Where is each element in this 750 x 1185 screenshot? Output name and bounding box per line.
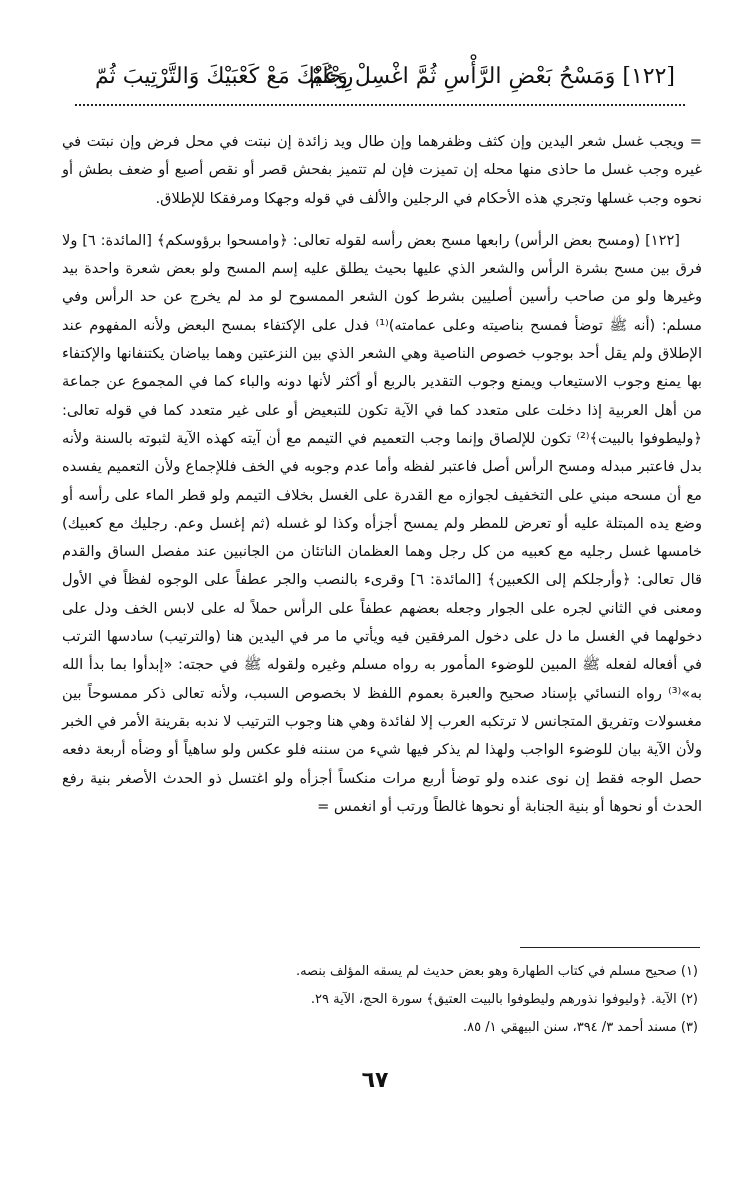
footnote-separator: [520, 947, 700, 948]
footnote-2: (٢) الآية. ﴿وليوفوا نذورهم وليطوفوا بالبيت العتيق﴾ سورة الحج، الآية ٢٩.: [310, 992, 698, 1007]
commentary-body: [62, 128, 702, 821]
verse-right-hemistich: [١٢٢] وَمَسْحُ بَعْضِ الرَّأْسِ ثُمَّ اغْسِلْ وَعُمْ: [309, 64, 675, 89]
page-number: ٦٧: [361, 1068, 389, 1093]
footnote-3: (٣) مسند أحمد ٣/ ٣٩٤، سنن البيهقي ١/ ٨٥.: [462, 1020, 698, 1035]
dotted-divider: [75, 104, 685, 114]
paragraph-continuation: = ويجب غسل شعر اليدين وإن كثف وظفرهما وإن طال ويد زائدة إن نبتت في محل فرض وإن نبتت في غيره وجب غسل ما حاذى منها محله إن تميزت فإن لم تتميز بفحش قصر أو نقص أصبع أو ضعف بطش أو نحوه وجب غسلها وتجري هذه الأحكام في الرجلين والألف في قوله وجهكا ومرفقكا للإطلاق.: [62, 133, 702, 207]
footnote-1: (١) صحيح مسلم في كتاب الطهارة وهو بعض حديث لم يسقه المؤلف بنصه.: [295, 964, 698, 979]
paragraph-verse-122: [١٢٢] (ومسح بعض الرأس) رابعها مسح بعض رأسه لقوله تعالى: ﴿وامسحوا برؤوسكم﴾ [المائدة: ٦] ولا فرق بين مسح بشرة الرأس والشعر الذي عليها بحيث يطلق عليه إسم المسح ولو بعض شعرة واحدة بيد وغيرها ولو من صاحب رأسين أصليين بشرط كون الشعر الممسوح لو مد لم يخرج عن حد الرأس وفي مسلم: (أنه ﷺ توضأ فمسح بناصيته وعلى عمامته)⁽¹⁾ فدل على الإكتفاء بمسح البعض ولأنه المفهوم عند الإطلاق ولم يقل أحد بوجوب خصوص الناصية وهي الشعر الذي بين النزعتين وهما بياضان يكتنفانها والإكتفاء بها يمنع وجوب الاستيعاب ويمنع وجوب التقدير بالربع أو أكثر لأنها دونه والباء كما في المجموع عن جماعة من أهل العربية إذا دخلت على متعدد كما في الآية تكون للتبعيض أو على غير متعدد كما في قوله تعالى: ﴿وليطوفوا بالبيت﴾⁽²⁾ تكون للإلصاق وإنما وجب التعميم في التيمم مع أن آيته كهذه الآية لثبوته بالسنة ولأنه بدل فاعتبر مبدله ومسح الرأس أصل فاعتبر لفظه وأما عدم وجوبه في الخف فللإجماع ولأن التعميم يفسده مع أن مسحه مبني على التخفيف لجوازه مع القدرة على الغسل بخلاف التيمم ولو قطر الماء على رأسه أو وضع يده المبتلة عليه أو تعرض للمطر ولم يمسح أجزأه وكذا لو غسله (ثم إغسل وعم. رجليك مع كعبيك) خامسها غسل رجليه مع كعبيه من كل رجل وهما العظمان الناتئان من الجانبين عند مفصل الساق والقدم قال تعالى: ﴿وأرجلكم إلى الكعبين﴾ [المائدة: ٦] وقرىء بالنصب والجر عطفاً على الوجوه لفظاً في الأول ومعنى في الثاني لجره على الجوار وجعله بعضهم عطفاً على الرأس حملاً له على لابس الخف ودل على دخولهما في الغسل ما دل على دخول المرفقين فيه ويأتي ما مر في اليدين هنا (والترتيب) سادسها الترتب في أفعاله لفعله ﷺ المبين للوضوء المأمور به رواه مسلم وغيره ولقوله ﷺ في حجته: «إبدأوا بما بدأ الله به»⁽³⁾ رواه النسائي بإسناد صحيح والعبرة بعموم اللفظ لا بخصوص السبب، ولأنه تعالى ذكر ممسوحاً بين مغسولات وتفريق المتجانس لا ترتكبه العرب إلا لفائدة وهي هنا وجوب الترتيب لا ندبه بقرينة الأمر في الخبر ولأن الآية بيان للوضوء الواجب ولهذا لم يذكر فيها شيء من سننه فلو عكس ولو ساهياً أو وضأه أربعة دفعه حصل الوجه فقط إن نوى عنده ولو توضأ أربع مرات منكساً أجزأه ولو اغتسل ذو الحدث الأصغر بنية رفع الحدث أو نحوها أو بنية الجنابة أو نحوها غالطاً ورتب أو انغمس =: [62, 231, 702, 815]
verse-left-hemistich: رِجْلَيْكَ مَعْ كَعْبَيْكَ وَالتَّرْتِيبَ ثُمّ: [95, 64, 354, 89]
footnotes: [90, 958, 698, 1042]
